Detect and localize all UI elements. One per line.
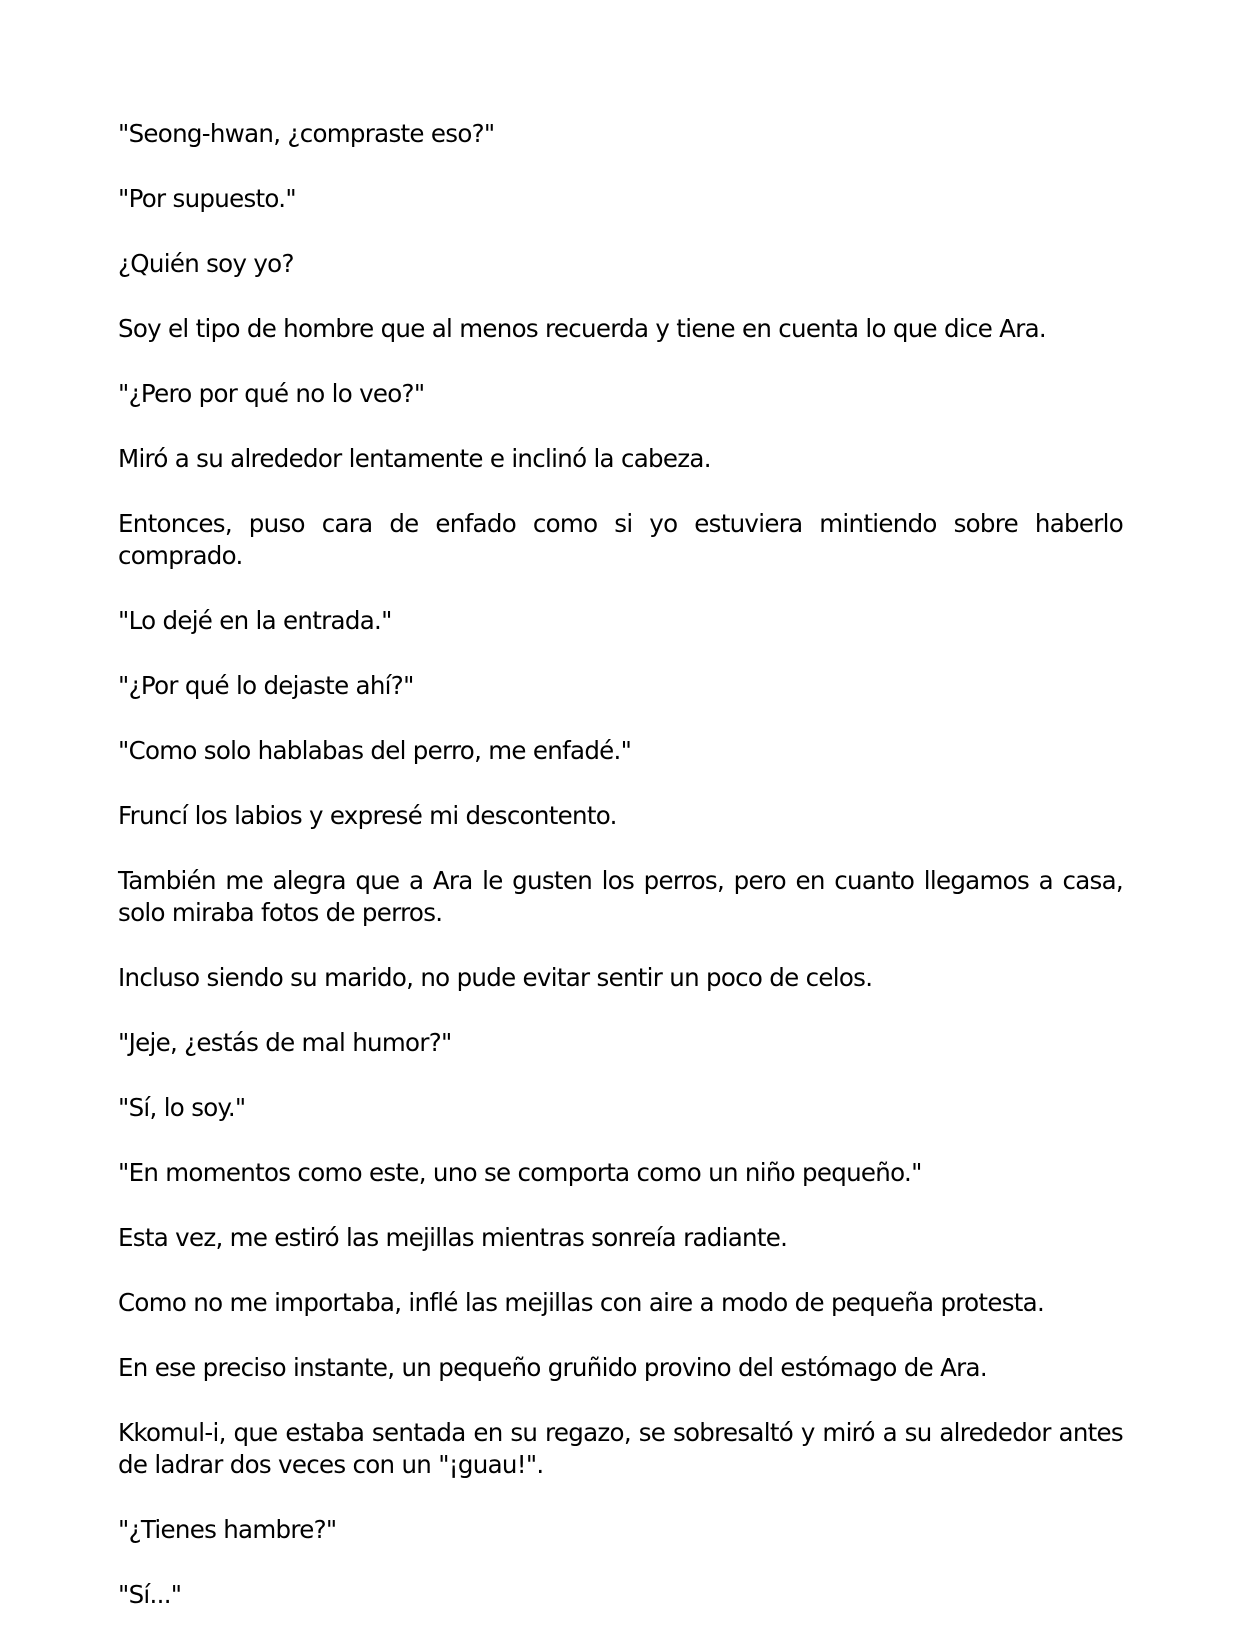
paragraph: "Jeje, ¿estás de mal humor?"	[118, 1028, 452, 1057]
paragraph: Como no me importaba, inflé las mejillas con aire a modo de pequeña protesta.	[118, 1288, 1045, 1317]
paragraph: "¿Tienes hambre?"	[118, 1515, 337, 1544]
paragraph: "Por supuesto."	[118, 184, 296, 213]
paragraph: ¿Quién soy yo?	[118, 249, 294, 278]
paragraph: En ese preciso instante, un pequeño gruñido provino del estómago de Ara.	[118, 1353, 987, 1382]
paragraph: "Seong-hwan, ¿compraste eso?"	[118, 119, 495, 148]
paragraph: "En momentos como este, uno se comporta como un niño pequeño."	[118, 1158, 922, 1187]
paragraph: "¿Por qué lo dejaste ahí?"	[118, 671, 414, 700]
paragraph: Soy el tipo de hombre que al menos recuerda y tiene en cuenta lo que dice Ara.	[118, 314, 1047, 343]
paragraph: Incluso siendo su marido, no pude evitar sentir un poco de celos.	[118, 963, 873, 992]
document-text	[118, 118, 1123, 1644]
paragraph: "Lo dejé en la entrada."	[118, 606, 392, 635]
paragraph: "Como solo hablabas del perro, me enfadé."	[118, 736, 632, 765]
paragraph: "Sí..."	[118, 1580, 182, 1609]
paragraph: Miró a su alrededor lentamente e inclinó la cabeza.	[118, 444, 711, 473]
paragraph: Entonces, puso cara de enfado como si yo estuviera mintiendo sobre haberlo comprado.	[118, 509, 1123, 570]
paragraph: Esta vez, me estiró las mejillas mientras sonreía radiante.	[118, 1223, 788, 1252]
paragraph: También me alegra que a Ara le gusten los perros, pero en cuanto llegamos a casa, solo miraba fotos de perros.	[118, 866, 1123, 927]
paragraph: Kkomul-i, que estaba sentada en su regazo, se sobresaltó y miró a su alrededor antes de ladrar dos veces con un "¡guau!".	[118, 1418, 1123, 1479]
paragraph: Fruncí los labios y expresé mi descontento.	[118, 801, 617, 830]
paragraph: "Sí, lo soy."	[118, 1093, 246, 1122]
paragraph: "¿Pero por qué no lo veo?"	[118, 379, 425, 408]
